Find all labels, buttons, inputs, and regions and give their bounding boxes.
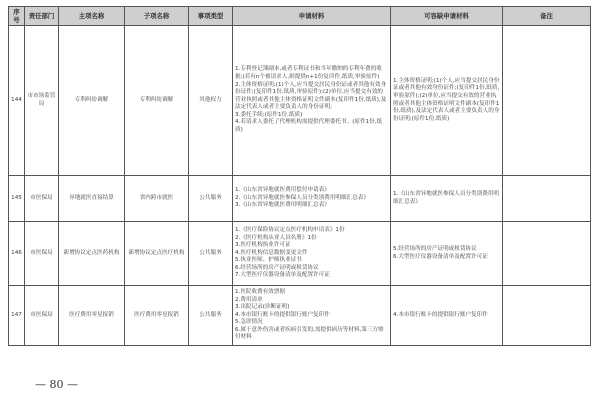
row-dept: 市医保局 [25,286,59,346]
header-dept: 责任部门 [25,7,59,26]
row-dept: 市市场监管局 [25,26,59,176]
row-sub: 专利纠纷调解 [125,26,189,176]
header-item: 主项名称 [59,7,125,26]
matters-table [8,6,591,346]
row-sub: 省内跨市就医 [125,176,189,222]
row-materials: 1.专利登记簿副本,或者专利证书和当年缴纳的专利年费的收据;(若有n个被请求人,则提供n+1份复印件,纸质,审验原件) 2.主体资格证明;(1)个人,应当提交居民身份证或者其他有效身份证件;(复印件1份,纸质,审验原件);(2)单位,应当提交有效的营业执照或者其他主体资格证明文件副本(复印件1份,纸质),及法定代表人或者主要负责人的身份证明; 3.委托手续;(原件1份,纸质) 4.若请求人委托了代理机构需提供代理委托书。(原件1份,纸质) [233,26,391,176]
row-materials: 1.《山东省异地就医费用偿付申请表》 2.《山东省异地就医参保人员分类别费用明细汇总表》 3.《山东省异地就医费用明细汇总表》 [233,176,391,222]
row-type: 其他权力 [189,26,233,176]
row-item: 异地就医直接结算 [59,176,125,222]
row-materials: 1.医院收费有效票据 2.费用清单 3.出院记录(诊断证明) 4.本市银行账卡的提供银行账户复印件 5.急诊情况 6.属于意外伤害或者疾病引发的,需提供病历等材料,第三方赔付材料 [233,286,391,346]
row-seq: 146 [9,222,25,286]
row-optional: 1.主体资格证明;(1)个人,应当提交居民身份证或者其他有效身份证件;(复印件1份,纸质,审验原件);(2)单位,应当提交有效的营业执照或者其他主体资格证明文件副本(复印件1份,纸质),及法定代表人或者主要负责人的身份证明;(原件1份,纸质) [391,26,503,176]
row-note [503,26,591,176]
row-item: 专利纠纷调解 [59,26,125,176]
table-row [9,176,591,222]
header-materials: 申请材料 [233,7,391,26]
row-optional: 5.经营场所的房产证明或租赁协议 6.大型医疗仪器设备清单及配置许可证 [391,222,503,286]
table-row [9,222,591,286]
header-sub: 子项名称 [125,7,189,26]
header-note: 备注 [503,7,591,26]
header-seq: 序号 [9,7,25,26]
row-seq: 147 [9,286,25,346]
table-row [9,26,591,176]
header-optional: 可容缺申请材料 [391,7,503,26]
row-optional: 4.本市银行账卡的提供银行账户复印件 [391,286,503,346]
page-number: — 80 — [35,378,78,391]
row-note [503,176,591,222]
row-dept: 市医保局 [25,222,59,286]
table-row [9,286,591,346]
row-note [503,222,591,286]
row-note [503,286,591,346]
row-optional: 1.《山东省异地就医参保人员分类别费用明细汇总表》 [391,176,503,222]
row-type: 公共服务 [189,286,233,346]
header-type: 事项类型 [189,7,233,26]
row-sub: 医疗费用零星报销 [125,286,189,346]
row-sub: 新增协议定点医疗机构 [125,222,189,286]
row-item: 医疗费用零星报销 [59,286,125,346]
row-dept: 市医保局 [25,176,59,222]
row-seq: 145 [9,176,25,222]
row-seq: 144 [9,26,25,176]
row-type: 公共服务 [189,222,233,286]
row-materials: 1.《医疗保险协议定点医疗机构申请表》1份 2.《医疗机构从业人员名册》1份 3.医疗机构执业许可证 4.医疗机构信息数据变更文件 5.执业医师、护师执业证书 6.经营场所的房产证明或租赁协议 7.大型医疗仪器设备清单及配置许可证 [233,222,391,286]
header-row [9,7,591,26]
row-type: 公共服务 [189,176,233,222]
row-item: 新增协议定点医药机构 [59,222,125,286]
document-sheet [8,6,590,346]
